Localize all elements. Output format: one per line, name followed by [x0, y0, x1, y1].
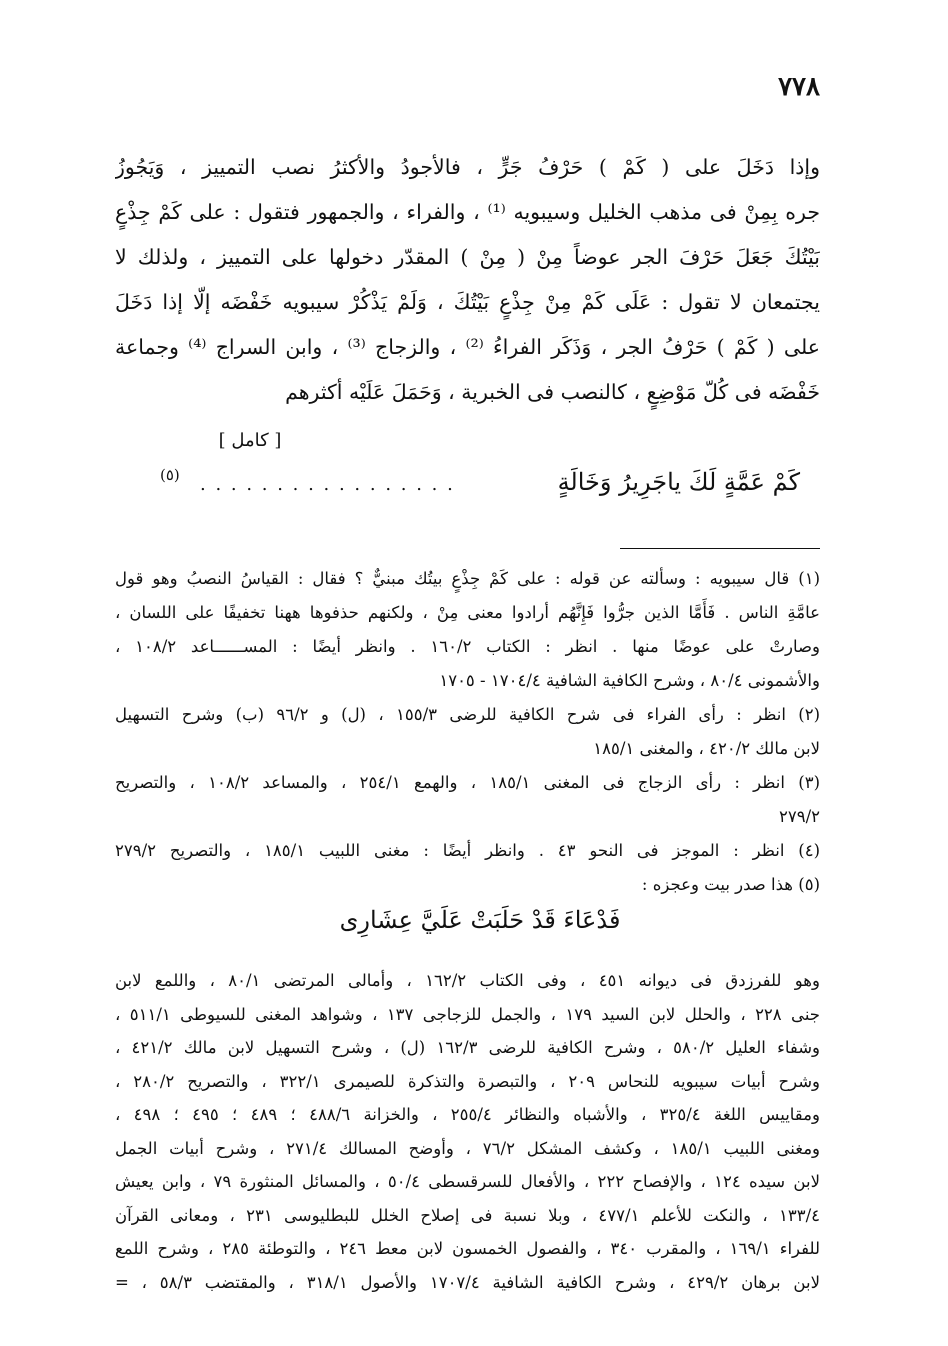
verse-second-hemistich: فَدْعَاءَ قَدْ حَلَبَتْ عَلَيَّ عِشَارِى: [339, 906, 621, 934]
main-text-line: على ( كَمْ ) حَرْفُ الجر ، وَذَكَر الفراءُ ⁽²⁾ ، والزجاج ⁽³⁾ ، وابن السراج ⁽⁴⁾ وجماعة: [115, 335, 820, 359]
source-line: ومغنى اللبيب ١٨٥/١ ، وكشف المشكل ٧٦/٢ ، وأوضح المسالك ٢٧١/٤ ، وشرح أبيات الجمل: [115, 1138, 820, 1158]
footnote-line: (١) قال سيبويه : وسألته عن قوله : على كَمْ جِذْعٍ بيتُك مبنيٌّ ؟ فقال : القياسُ النصبُ وهو قول: [115, 569, 820, 588]
footnote-line: وصارتْ على عوضًا منها . انظر : الكتاب ١٦٠/٢ . وانظر أيضًا : المســــــاعد ١٠٨/٢ ،: [115, 637, 820, 656]
main-text-line: بَيْتُكَ جَعَلَ حَرْفَ الجر عوضاً مِنْ ( مِنْ ) المقدّر دخولها على التمييز ، ولذلك لا: [115, 245, 820, 269]
footnote-separator: [620, 548, 820, 549]
source-line: جنى ٢٢٨ ، والحلل لابن السيد ١٧٩ ، والجمل للزجاجى ١٣٧ ، وشواهد المغنى للسيوطى ٥١١/١ ،: [115, 1004, 820, 1024]
footnote-line: (٤) انظر : الموجز فى النحو ٤٣ . وانظر أيضًا : مغنى اللبيب ١٨٥/١ ، والتصريح ٢٧٩/٢: [115, 841, 820, 860]
footnote-line: عامَّةِ الناس . فَأَمَّا الذين جرُّوا فَإِنَّهُم أرادوا معنى مِنْ ، ولكنهم حذفوها ههنا تخفيفًا على اللسان ،: [115, 603, 820, 622]
source-line: لابن برهان ٤٢٩/٢ ، وشرح الكافية الشافية ١٧٠٧/٤ والأصول ٣١٨/١ ، والمقتضب ٥٨/٣ ، =: [115, 1272, 820, 1292]
source-line: وشفاء العليل ٥٨٠/٢ ، وشرح الكافية للرضى ١٦٢/٣ (ل) ، وشرح التسهيل لابن مالك ٤٢١/٢ ،: [115, 1038, 820, 1057]
footnote-line: (٥) هذا صدر بيت وعجزه :: [641, 875, 820, 894]
verse-sources: [115, 964, 820, 1299]
footnote-line: والأشمونى ٨٠/٤ ، وشرح الكافية الشافية ١٧٠٤/٤ - ١٧٠٥: [439, 671, 820, 690]
main-text-line: جره بِمِنْ فى مذهب الخليل وسيبويه ⁽¹⁾ ، والفراء ، والجمهور فتقول : على كَمْ جِذْعٍ: [115, 200, 820, 224]
source-line: لابن سيده ١٢٤ ، والإفصاح ٢٢٢ ، والأفعال للسرقسطى ٥٠/٤ ، والمسائل المنثورة ٧٩ ، وابن يعيش: [115, 1172, 820, 1191]
meter-label: [ كامل ]: [218, 430, 282, 451]
footnote-line: (٢) انظر : رأى الفراء فى شرح الكافية للرضى ١٥٥/٣ ، (ل) و ٩٦/٢ (ب) وشرح التسهيل: [115, 705, 820, 724]
verse-omitted-dots: . . . . . . . . . . . . . . . . .: [200, 474, 455, 495]
source-line: وشرح أبيات سيبويه للنحاس ٢٠٩ ، والتبصرة والتذكرة للصيمرى ٣٢٢/١ ، والتصريح ٢٨٠/٢ ،: [115, 1071, 820, 1091]
footnotes: [115, 562, 820, 902]
footnote-line: (٣) انظر : رأى الزجاج فى المغنى ١٨٥/١ ، والهمع ٢٥٤/١ ، والمساعد ١٠٨/٢ ، والتصريح: [115, 773, 820, 792]
poetry-verse: [160, 468, 800, 518]
source-line: للفراء ١٦٩/١ ، والمقرب ٣٤٠ ، والفصول الخمسون لابن معط ٢٤٦ ، والتوطئة ٢٨٥ ، وشرح اللمع: [115, 1239, 820, 1258]
source-line: ١٣٣/٤ ، والنكت للأعلم ٤٧٧/١ ، وبلا نسبة فى إصلاح الخلل للبطليوسى ٢٣١ ، ومعانى القرآن: [115, 1205, 820, 1225]
main-text-line: خَفْضَه فى كُلّ مَوْضِعٍ ، كالنصب فى الخبرية ، وَحَمَلَ عَلَيْه أكثرهم: [285, 380, 820, 404]
source-line: وهو للفرزدق فى ديوانه ٤٥١ ، وفى الكتاب ١٦٢/٢ ، وأمالى المرتضى ٨٠/١ ، واللمع لابن: [115, 971, 820, 990]
verse-first-hemistich: كَمْ عَمَّةٍ لَكَ ياجَرِيرُ وَخَالَةٍ: [557, 468, 800, 496]
footnote-line: ٢٧٩/٢: [778, 807, 820, 826]
source-line: ومقاييس اللغة ٣٢٥/٤ ، والأشباه والنظائر ٢٥٥/٤ ، والخزانة ٤٨٨/٦ ؛ ٤٨٩ ؛ ٤٩٥ ؛ ٤٩٨ ،: [115, 1105, 820, 1124]
main-text-line: يجتمعان لا تقول : عَلَى كَمْ مِنْ جِذْعٍ بَيْتُكَ ، وَلَمْ يَذْكُرْ سيبويه خَفْضَه إلّا إذا دَخَلَ: [115, 290, 820, 314]
page-number: ٧٧٨: [778, 72, 820, 102]
footnote-line: لابن مالك ٤٢٠/٢ ، والمغنى ١٨٥/١: [593, 739, 820, 758]
footnote-reference: (٥): [160, 466, 180, 484]
main-text-line: وإذا دَخَلَ على ( كَمْ ) حَرْفُ جَرٍّ ، فالأجودُ والأكثرُ نصب التمييز ، وَيَجُوزُ: [115, 155, 820, 179]
main-text: [115, 145, 820, 415]
